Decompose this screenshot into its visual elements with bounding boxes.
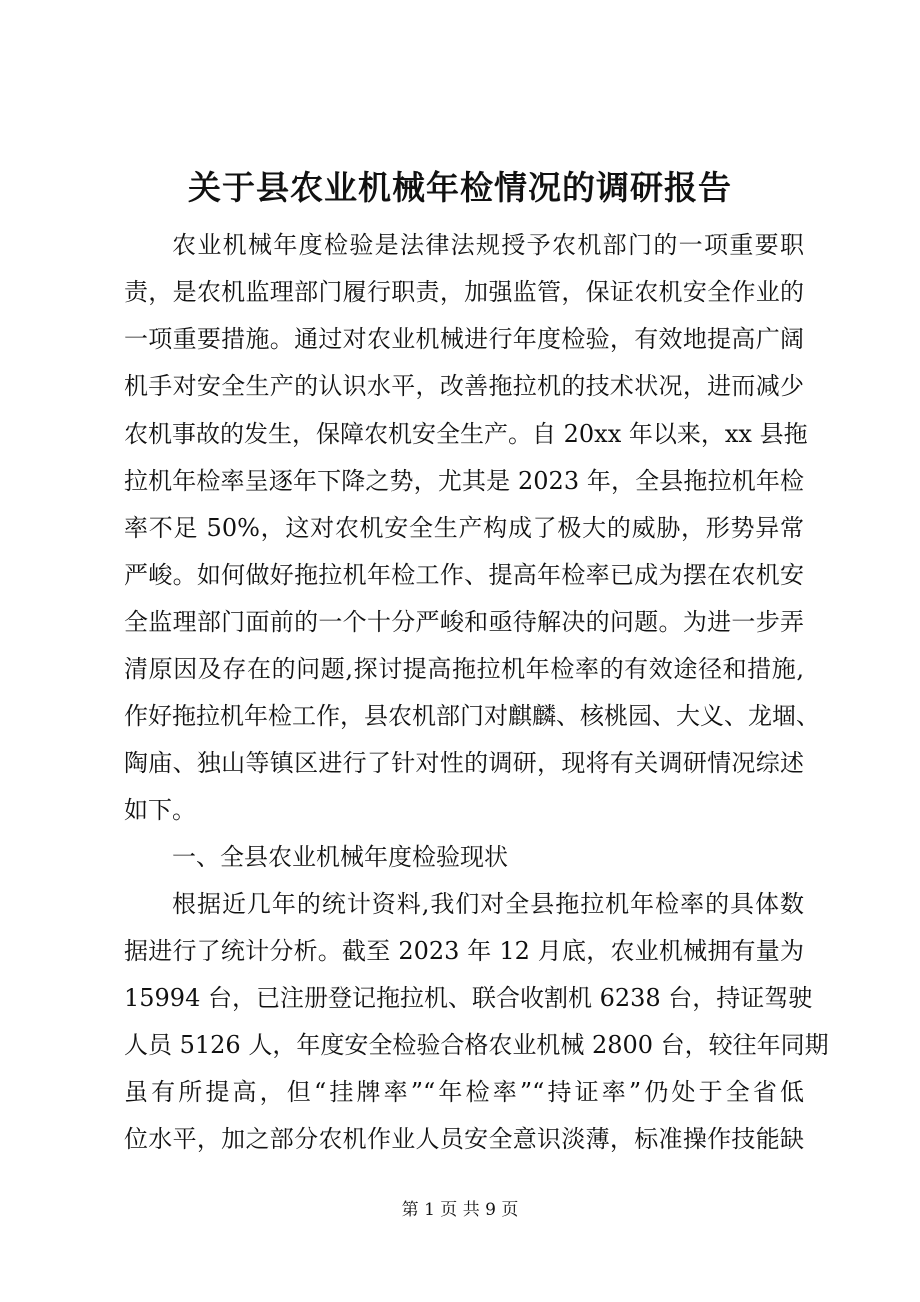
paragraph-line: 如下。 [124, 796, 196, 824]
paragraph-line: 人员 5126 人，年度安全检验合格农业机械 2800 台，较往年同期 [124, 1031, 829, 1059]
paragraph-line: 15994 台，已注册登记拖拉机、联合收割机 6238 台，持证驾驶 [124, 984, 813, 1012]
paragraph-line: 机手对安全生产的认识水平，改善拖拉机的技术状况，进而减少 [124, 372, 804, 400]
paragraph-line: 严峻。如何做好拖拉机年检工作、提高年检率已成为摆在农机安 [124, 561, 804, 589]
section-heading: 一、全县农业机械年度检验现状 [172, 843, 508, 871]
paragraph-line: 率不足 50%，这对农机安全生产构成了极大的威胁，形势异常 [124, 514, 804, 542]
page-footer: 第 1 页 共 9 页 [401, 1200, 519, 1220]
paragraph-line: 虽有所提高，但“挂牌率”“年检率”“持证率”仍处于全省低 [124, 1078, 804, 1106]
paragraph-line: 拉机年检率呈逐年下降之势，尤其是 2023 年，全县拖拉机年检 [124, 467, 804, 495]
paragraph-line: 根据近几年的统计资料,我们对全县拖拉机年检率的具体数 [172, 890, 804, 918]
paragraph-line: 陶庙、独山等镇区进行了针对性的调研，现将有关调研情况综述 [124, 749, 804, 777]
paragraph-line: 据进行了统计分析。截至 2023 年 12 月底，农业机械拥有量为 [124, 937, 804, 965]
paragraph-line: 一项重要措施。通过对农业机械进行年度检验，有效地提高广阔 [124, 325, 804, 353]
paragraph-line: 农机事故的发生，保障农机安全生产。自 20xx 年以来，xx 县拖 [124, 420, 808, 448]
paragraph-line: 全监理部门面前的一个十分严峻和亟待解决的问题。为进一步弄 [124, 608, 804, 636]
paragraph-line: 农业机械年度检验是法律法规授予农机部门的一项重要职 [172, 231, 804, 259]
paragraph-line: 责，是农机监理部门履行职责，加强监管，保证农机安全作业的 [124, 278, 804, 306]
paragraph-line: 位水平，加之部分农机作业人员安全意识淡薄，标准操作技能缺 [124, 1125, 804, 1153]
document-title: 关于县农业机械年检情况的调研报告 [188, 168, 732, 207]
paragraph-line: 清原因及存在的问题,探讨提高拖拉机年检率的有效途径和措施, [124, 655, 804, 683]
paragraph-line: 作好拖拉机年检工作，县农机部门对麒麟、核桃园、大义、龙堌、 [124, 702, 820, 730]
